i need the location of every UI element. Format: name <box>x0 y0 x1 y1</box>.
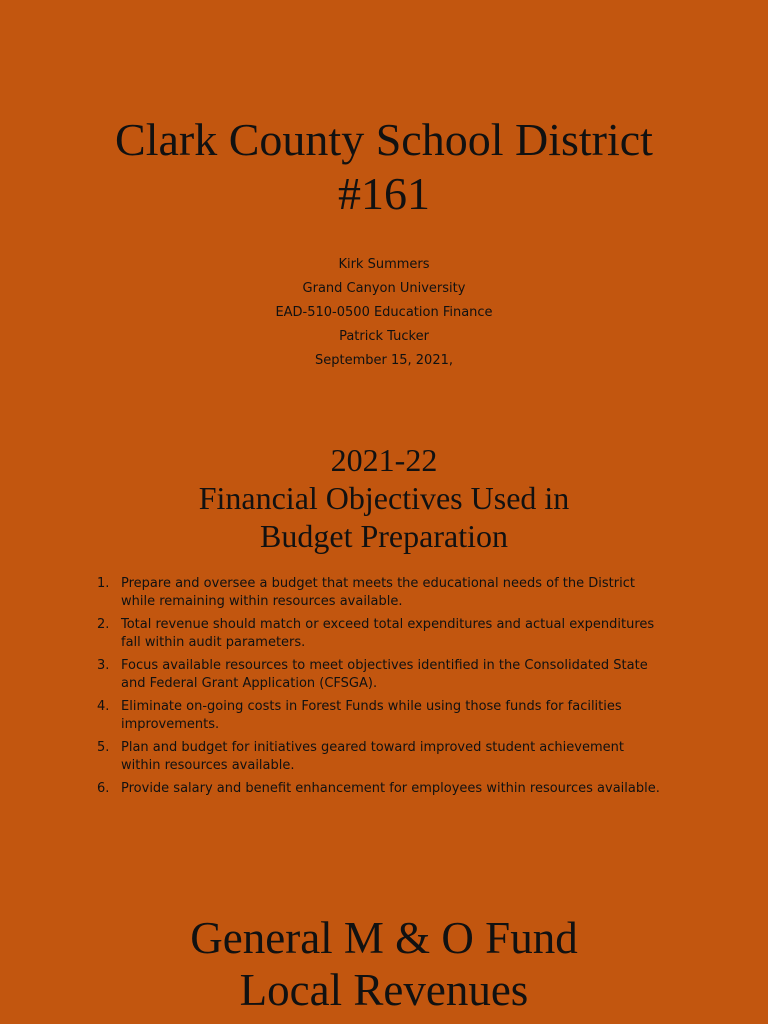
list-item <box>97 575 687 611</box>
university-name: Grand Canyon University <box>302 281 466 296</box>
list-item <box>97 780 687 798</box>
list-item-text-line-1: Plan and budget for initiatives geared toward improved student achievement <box>121 740 624 755</box>
list-item-text-line-1: Focus available resources to meet objectives identified in the Consolidated State <box>121 658 648 673</box>
document-date: September 15, 2021, <box>314 353 453 368</box>
list-item-number: 3. <box>97 658 110 673</box>
list-item <box>97 739 687 775</box>
list-item-text-line-2: while remaining within resources available. <box>121 594 403 609</box>
list-item-text-line-2: within resources available. <box>121 758 295 773</box>
list-item <box>97 657 687 693</box>
list-item-text-line-1: Prepare and oversee a budget that meets the educational needs of the District <box>121 576 635 591</box>
footer-title-line-2: Local Revenues <box>239 965 529 1015</box>
objectives-list <box>97 575 687 803</box>
list-item-number: 5. <box>97 740 110 755</box>
list-item-text-line-2: fall within audit parameters. <box>121 635 306 650</box>
list-item <box>97 616 687 652</box>
section-year: 2021-22 <box>330 442 438 478</box>
list-item-number: 2. <box>97 617 110 632</box>
author-name: Kirk Summers <box>338 257 430 272</box>
list-item-text-line-1: Eliminate on-going costs in Forest Funds while using those funds for facilities <box>121 699 622 714</box>
list-item-text-line-2: improvements. <box>121 717 220 732</box>
course-name: EAD-510-0500 Education Finance <box>275 305 493 320</box>
list-item-number: 1. <box>97 576 110 591</box>
list-item-number: 6. <box>97 781 110 796</box>
section-heading-line-2: Budget Preparation <box>260 518 508 554</box>
list-item <box>97 698 687 734</box>
list-item-text-line-2: and Federal Grant Application (CFSGA). <box>121 676 378 691</box>
document-title-line-2: #161 <box>338 168 430 219</box>
instructor-name: Patrick Tucker <box>339 329 429 344</box>
section-heading-line-1: Financial Objectives Used in <box>198 480 570 516</box>
document-title-line-1: Clark County School District <box>115 114 653 165</box>
list-item-number: 4. <box>97 699 110 714</box>
footer-title-line-1: General M & O Fund <box>190 913 578 963</box>
list-item-text-line-1: Total revenue should match or exceed total expenditures and actual expenditures <box>121 617 655 632</box>
list-item-text-line-1: Provide salary and benefit enhancement for employees within resources available. <box>121 781 660 796</box>
